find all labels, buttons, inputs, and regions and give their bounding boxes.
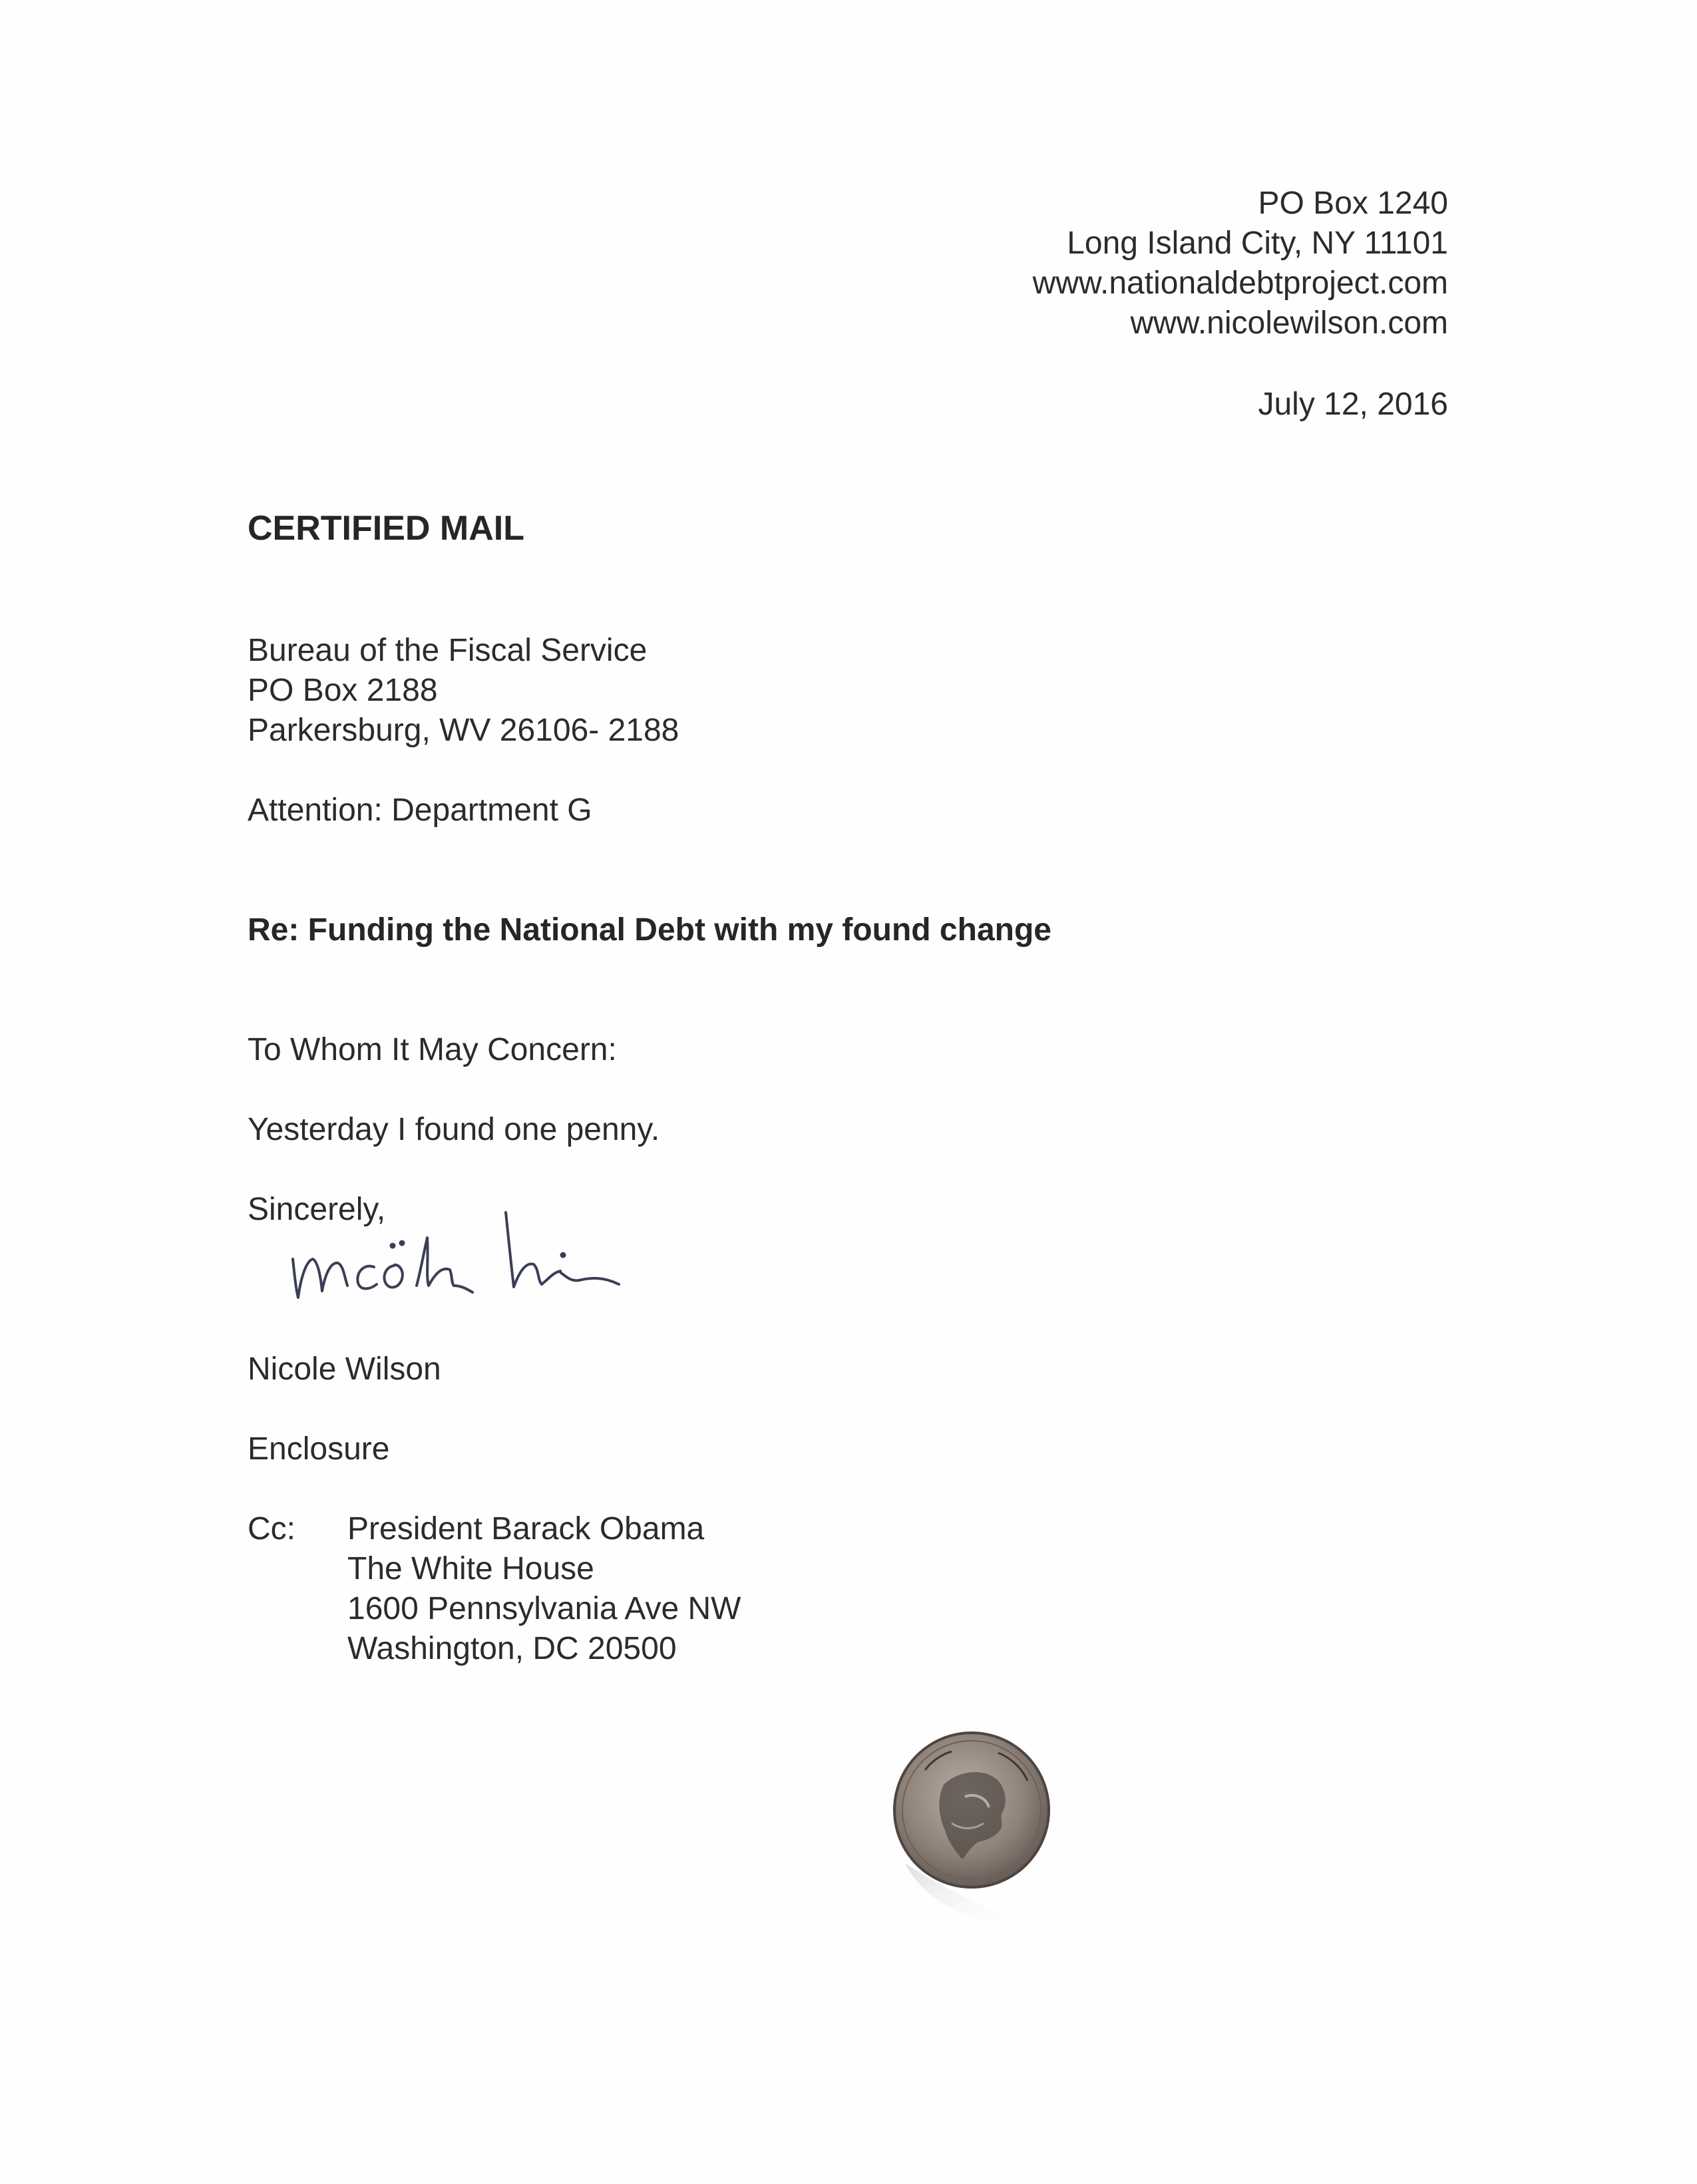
sender-address-block (849, 184, 1448, 343)
subject-line: Re: Funding the National Debt with my found change (248, 912, 1051, 948)
cc-address-line2: 1600 Pennsylvania Ave NW (347, 1591, 741, 1626)
cc-label: Cc: (248, 1511, 295, 1547)
recipient-address-line2: Parkersburg, WV 26106- 2188 (248, 713, 679, 748)
sender-website2: www.nicolewilson.com (1130, 305, 1448, 341)
enclosure-note: Enclosure (248, 1431, 390, 1467)
closing: Sincerely, (248, 1192, 386, 1227)
sender-website1: www.nationaldebtproject.com (1032, 266, 1448, 301)
cc-address-block (347, 1509, 741, 1669)
signer-name: Nicole Wilson (248, 1352, 441, 1387)
cc-address-line3: Washington, DC 20500 (347, 1631, 677, 1666)
salutation: To Whom It May Concern: (248, 1032, 617, 1067)
letter-date: July 12, 2016 (1258, 387, 1448, 422)
attention-line: Attention: Department G (248, 793, 592, 828)
cc-address-line1: The White House (347, 1551, 594, 1586)
sender-address-line1: PO Box 1240 (1258, 186, 1448, 221)
handwritten-signature-icon (286, 1198, 672, 1318)
letter-body: Yesterday I found one penny. (248, 1112, 660, 1147)
recipient-address-line1: PO Box 2188 (248, 673, 438, 708)
recipient-address-block (248, 631, 679, 751)
recipient-name: Bureau of the Fiscal Service (248, 633, 648, 668)
cc-name: President Barack Obama (347, 1511, 705, 1547)
sender-address-line2: Long Island City, NY 11101 (1067, 226, 1448, 261)
penny-coin-icon (885, 1724, 1058, 1943)
mail-type-heading: CERTIFIED MAIL (248, 509, 524, 548)
